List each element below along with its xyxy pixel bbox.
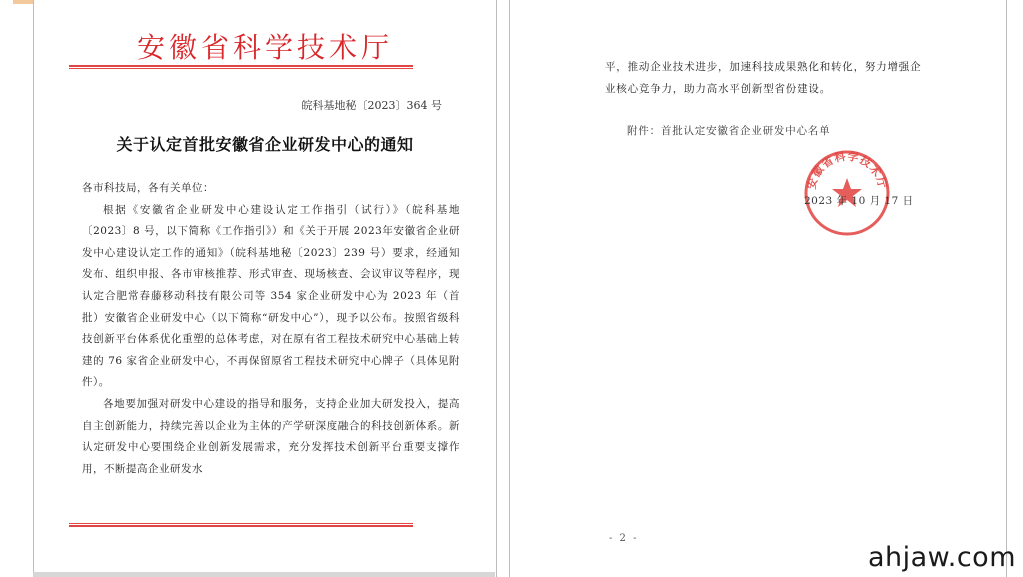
para2-line: 各地要加强对研发中心建设的指导和服务，支持企业加大研 — [103, 397, 394, 410]
para2-line: 求，充分发挥技术创新平台重要支撑作用，不断提高企业研发水 — [82, 441, 460, 475]
page-number: - 2 - — [609, 533, 639, 544]
para1-line: 年安徽省企业研发中心建设认定工作的通知》（皖科基地秘 — [82, 225, 460, 259]
para1-line: 科技创新平台体系优化重塑的总体考虑，对在原有省工程技术研 — [82, 311, 460, 346]
salutation: 各市科技局，各有关单位： — [82, 182, 214, 194]
header-red-line-top — [69, 65, 413, 67]
para1-line: 究中心基础上转建的 76 家省企业研发中心，不再保留原省工程 — [82, 333, 461, 367]
para1-line: 〔2023〕239 号）要求，经通知发布、组织申报、各市审核推荐、 — [82, 246, 460, 281]
watermark: ahjaw.com — [867, 542, 1016, 573]
para2-line: 发投入，提高自主创新能力，持续完善以企业为主体的产学研深 — [82, 397, 461, 432]
para1-line: 技术研究中心牌子（具体见附件）。 — [82, 354, 460, 389]
tab-marker-left — [13, 0, 35, 4]
para1-line: 企业研发中心（以下简称“研发中心”），现予以公布。按照省级 — [138, 311, 449, 324]
para2-line: 度融合的科技创新体系。新认定研发中心要围绕企业创新发展需 — [82, 419, 461, 454]
attachment-note: 附件：首批认定安徽省企业研发中心名单 — [627, 125, 831, 137]
para1-line: 形式审查、现场核查、会议审议等程序，现认定合肥常春藤移动 — [82, 268, 461, 302]
document-page-1 — [33, 0, 497, 577]
org-title: 安徽省科学技术厅 — [136, 31, 393, 64]
page2-line: 平，推动企业技术进步，加速科技成果熟化和转化，努力增强企 — [605, 61, 922, 73]
footer-red-line-bottom — [69, 525, 413, 527]
footer-red-line-top — [69, 523, 413, 524]
para1-line: 科技有限公司等 354 家企业研发中心为 2023 年（首批）安徽省 — [82, 289, 461, 324]
doc-title: 关于认定首批安徽省企业研发中心的通知 — [116, 135, 414, 154]
page-scroll-edge — [33, 572, 495, 577]
para1-line: 科基地〔2023〕8 号，以下简称《工作指引》）和《关于开展 2023 — [82, 203, 461, 238]
document-page-2 — [509, 0, 1007, 577]
header-red-line-bottom — [69, 68, 413, 69]
paragraph-2 — [82, 394, 460, 480]
paragraph-1 — [82, 200, 460, 394]
body-text — [82, 178, 460, 480]
para1-line: 根据《安徽省企业研发中心建设认定工作指引（试行）》（皖 — [103, 203, 425, 216]
seal-text: 安徽省科学技术厅 — [804, 149, 890, 191]
page2-line: 业核心竞争力，助力高水平创新型省份建设。 — [605, 82, 831, 95]
issue-date: 2023 年 10 月 17 日 — [804, 195, 914, 207]
doc-number: 皖科基地秘〔2023〕364 号 — [301, 99, 442, 112]
page2-body-text — [605, 57, 950, 100]
